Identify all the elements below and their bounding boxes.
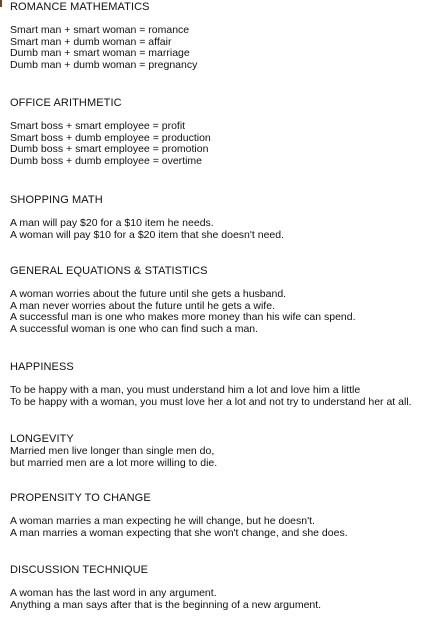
section-lines <box>10 289 442 335</box>
section-heading: HAPPINESS <box>10 361 74 373</box>
text-line: Dumb man + dumb woman = pregnancy <box>10 58 198 71</box>
text-line: A successful man is one who makes more money than his wife can spend. <box>10 311 356 323</box>
section-heading: OFFICE ARITHMETIC <box>10 97 122 109</box>
section-lines <box>10 588 442 611</box>
left-edge-rule <box>0 0 2 7</box>
cut-off-text <box>10 612 100 618</box>
text-line: A woman marries a man expecting he will change, but he doesn't. <box>10 515 315 527</box>
section-heading: ROMANCE MATHEMATICS <box>10 1 150 13</box>
section-lines <box>10 218 442 241</box>
section-lines <box>10 385 442 408</box>
text-line: Smart man + dumb woman = affair <box>10 35 172 48</box>
section-heading: DISCUSSION TECHNIQUE <box>10 564 149 576</box>
text-line: Smart boss + dumb employee = production <box>10 131 211 144</box>
section-general-equations-statistics <box>10 265 442 335</box>
cut-off-text-line <box>10 612 100 618</box>
text-line: To be happy with a man, you must understand him a lot and love him a little <box>10 384 361 396</box>
section-romance-mathematics <box>10 1 442 71</box>
text-line: A woman worries about the future until she gets a husband. <box>10 288 287 300</box>
section-propensity-to-change <box>10 492 442 539</box>
section-heading: SHOPPING MATH <box>10 194 103 206</box>
text-line: Smart man + smart woman = romance <box>10 24 190 36</box>
text-line: Married men live longer than single men do, <box>10 445 215 457</box>
section-lines <box>10 25 442 71</box>
text-line: To be happy with a woman, you must love her a lot and not try to understand her at all. <box>10 395 412 408</box>
text-line: Dumb boss + smart employee = promotion <box>10 143 209 155</box>
section-heading: GENERAL EQUATIONS & STATISTICS <box>10 265 208 277</box>
section-shopping-math <box>10 194 442 241</box>
section-heading: PROPENSITY TO CHANGE <box>10 492 151 504</box>
section-lines <box>10 516 442 539</box>
text-line: A woman will pay $10 for a $20 item that she doesn't need. <box>10 228 285 241</box>
text-line: A man will pay $20 for a $10 item he needs. <box>10 217 214 229</box>
text-line: Anything a man says after that is the beginning of a new argument. <box>10 598 322 611</box>
section-heading: LONGEVITY <box>10 433 74 445</box>
section-happiness <box>10 361 442 408</box>
section-office-arithmetic <box>10 97 442 167</box>
section-longevity <box>10 433 442 469</box>
section-lines <box>10 446 442 469</box>
text-line: Smart boss + smart employee = profit <box>10 120 186 132</box>
section-lines <box>10 121 442 167</box>
text-line: A woman has the last word in any argument. <box>10 587 217 599</box>
text-line: Dumb boss + dumb employee = overtime <box>10 154 203 167</box>
section-discussion-technique <box>10 564 442 611</box>
text-line: but married men are a lot more willing to die. <box>10 456 218 469</box>
text-line: A man never worries about the future until he gets a wife. <box>10 299 275 312</box>
text-line: A successful woman is one who can find such a man. <box>10 322 259 335</box>
text-line: A man marries a woman expecting that she won't change, and she does. <box>10 526 348 539</box>
text-line: Dumb man + smart woman = marriage <box>10 47 190 59</box>
